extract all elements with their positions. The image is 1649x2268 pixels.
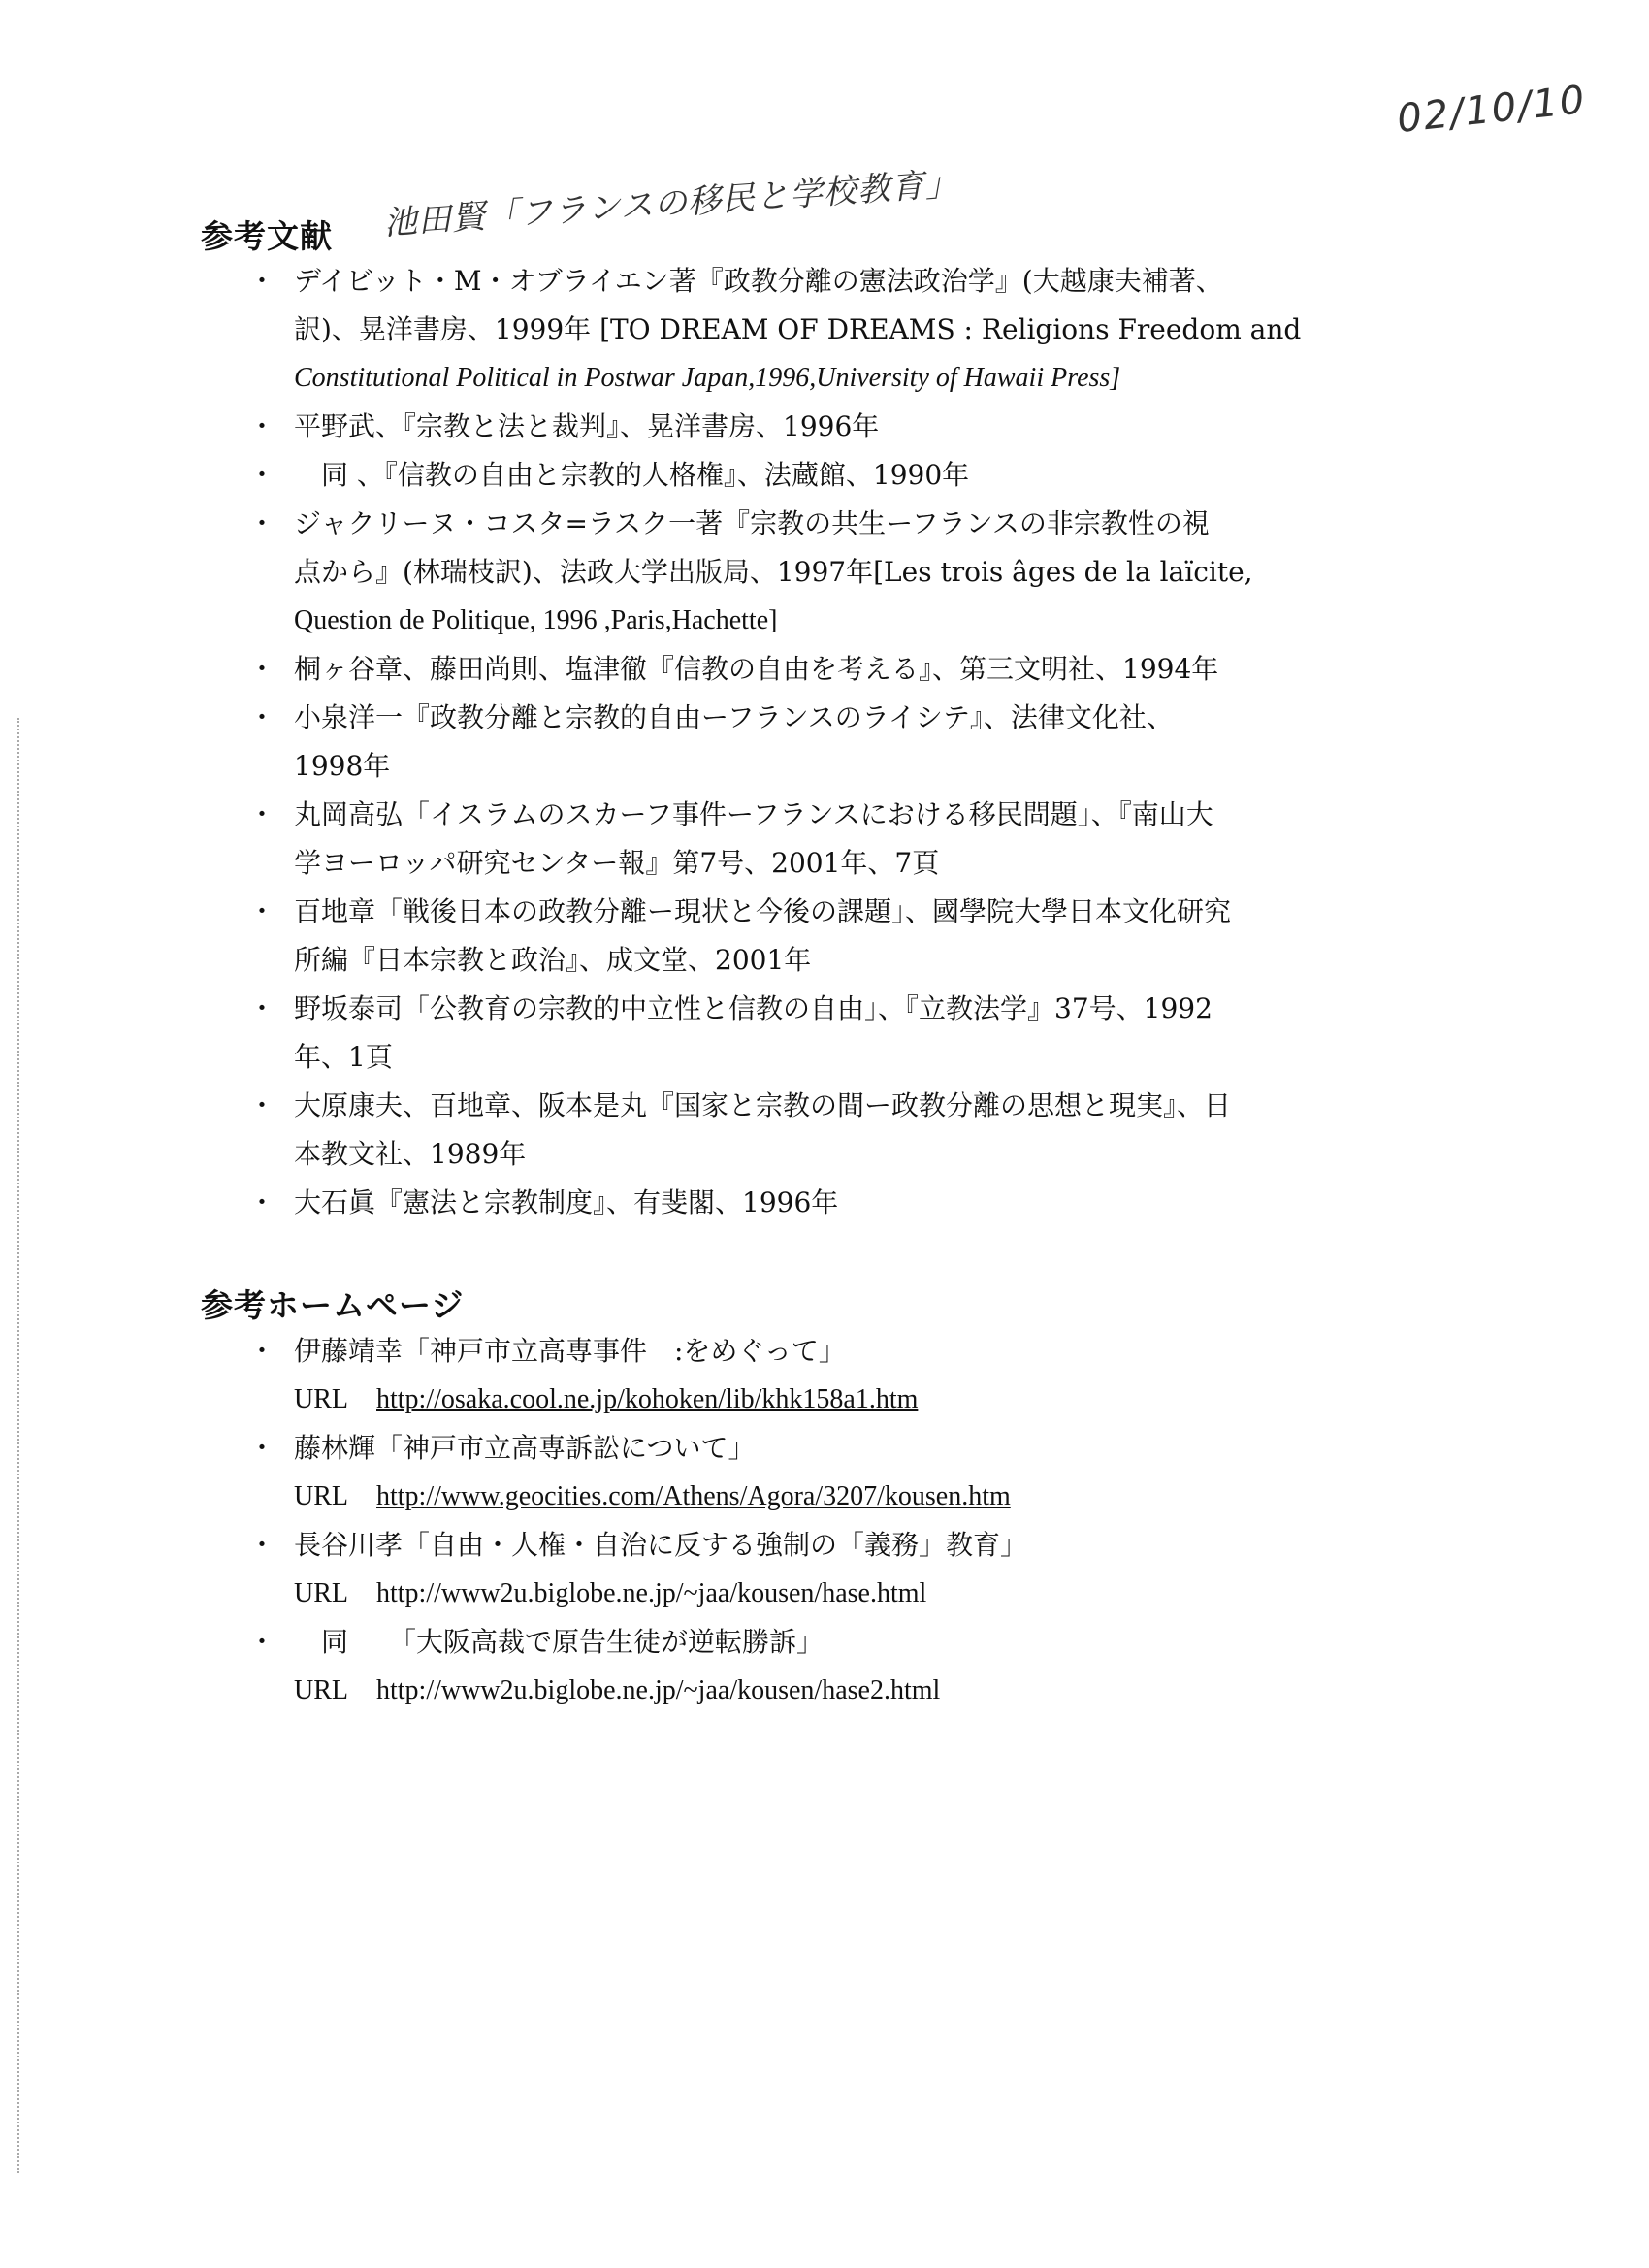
homepages-heading: 参考ホームページ [201,1286,465,1324]
url-label: URL [294,1481,348,1511]
handwritten-date: 02/10/10 [1395,77,1589,143]
homepage-url-row [294,1570,1334,1618]
reference-item [247,451,1334,500]
homepage-url-link[interactable]: http://www.geocities.com/Athens/Agora/3207/kousen.htm [376,1481,1011,1511]
homepage-item [247,1424,1334,1521]
bullet-icon: ・ [247,1432,275,1464]
bullet-icon: ・ [247,507,275,539]
reference-line: 百地章「戦後日本の政教分離ー現状と今後の課題」、國學院大學日本文化研究 [294,895,1232,927]
homepage-url-row [294,1376,1334,1424]
reference-item [247,888,1334,985]
reference-line: 小泉洋一『政教分離と宗教的自由ーフランスのライシテ』、法律文化社、 [294,701,1174,733]
bullet-icon: ・ [247,1335,275,1367]
bullet-icon: ・ [247,1186,275,1218]
homepage-item [247,1327,1334,1424]
homepage-title: 長谷川孝「自由・人権・自治に反する強制の「義務」教育」 [294,1529,1028,1561]
reference-line: 桐ヶ谷章、藤田尚則、塩津徹『信教の自由を考える』、第三文明社、1994年 [294,653,1219,685]
bullet-icon: ・ [247,265,275,297]
references-list [247,257,1334,1227]
bullet-icon: ・ [247,459,275,491]
handwritten-note: 池田賢「フランスの移民と学校教育」 [382,164,960,243]
bullet-icon: ・ [247,992,275,1024]
homepage-url-text[interactable]: http://www2u.biglobe.ne.jp/~jaa/kousen/hase2.html [376,1675,941,1705]
homepage-title: 藤林輝「神戸市立高専訴訟について」 [294,1432,756,1464]
reference-item [247,985,1334,1082]
references-heading: 参考文献 [201,217,333,255]
reference-item [247,694,1334,791]
bullet-icon: ・ [247,895,275,927]
homepage-url-row [294,1473,1334,1521]
reference-line: 訳)、晃洋書房、1999年 [TO DREAM OF DREAMS : Religions Freedom and [294,313,1302,345]
reference-line: デイビット・M・オブライエン著『政教分離の憲法政治学』(大越康夫補著、 [294,265,1223,297]
homepage-item [247,1521,1334,1618]
reference-item [247,1082,1334,1179]
homepages-list [247,1327,1334,1715]
reference-line: 本教文社、1989年 [294,1138,527,1170]
url-label: URL [294,1578,348,1608]
reference-item [247,500,1334,645]
url-label: URL [294,1675,348,1705]
reference-line: 同 、『信教の自由と宗教的人格権』、法蔵館、1990年 [294,459,970,491]
homepage-url-link[interactable]: http://osaka.cool.ne.jp/kohoken/lib/khk158a1.htm [376,1384,919,1414]
homepage-url-text[interactable]: http://www2u.biglobe.ne.jp/~jaa/kousen/hase.html [376,1578,927,1608]
bullet-icon: ・ [247,798,275,830]
reference-line: 丸岡高弘「イスラムのスカーフ事件ーフランスにおける移民問題」、『南山大 [294,798,1213,830]
bullet-icon: ・ [247,1529,275,1561]
reference-line: 大石眞『憲法と宗教制度』、有斐閣、1996年 [294,1186,839,1218]
reference-line: 大原康夫、百地章、阪本是丸『国家と宗教の間ー政教分離の思想と現実』、日 [294,1089,1232,1121]
reference-line: Question de Politique, 1996 ,Paris,Hachette] [294,605,778,635]
bullet-icon: ・ [247,1626,275,1658]
reference-line: 年、1頁 [294,1041,393,1073]
reference-line: 1998年 [294,750,391,782]
reference-line: 学ヨーロッパ研究センター報』第7号、2001年、7頁 [294,847,940,879]
reference-line: 点から』(林瑞枝訳)、法政大学出版局、1997年[Les trois âges de la laïcite, [294,556,1253,588]
url-label: URL [294,1384,348,1414]
homepage-title: 伊藤靖幸「神戸市立高専事件 :をめぐって」 [294,1335,846,1367]
reference-item [247,403,1334,451]
reference-item [247,1179,1334,1227]
bullet-icon: ・ [247,410,275,442]
reference-item [247,791,1334,888]
reference-item [247,257,1334,403]
bullet-icon: ・ [247,1089,275,1121]
reference-line: 所編『日本宗教と政治』、成文堂、2001年 [294,944,812,976]
bullet-icon: ・ [247,701,275,733]
reference-line: 野坂泰司「公教育の宗教的中立性と信教の自由」、『立教法学』37号、1992 [294,992,1212,1024]
reference-line: Constitutional Political in Postwar Japan,1996,University of Hawaii Press] [294,363,1121,393]
scan-margin-marks [17,718,23,2173]
reference-item [247,645,1334,694]
bullet-icon: ・ [247,653,275,685]
reference-line: ジャクリーヌ・コスタ=ラスク一著『宗教の共生ーフランスの非宗教性の視 [294,507,1210,539]
homepage-item [247,1618,1334,1715]
reference-line: 平野武、『宗教と法と裁判』、晃洋書房、1996年 [294,410,880,442]
homepage-title: 同 「大阪高裁で原告生徒が逆転勝訴」 [294,1626,824,1658]
homepage-url-row [294,1667,1334,1715]
